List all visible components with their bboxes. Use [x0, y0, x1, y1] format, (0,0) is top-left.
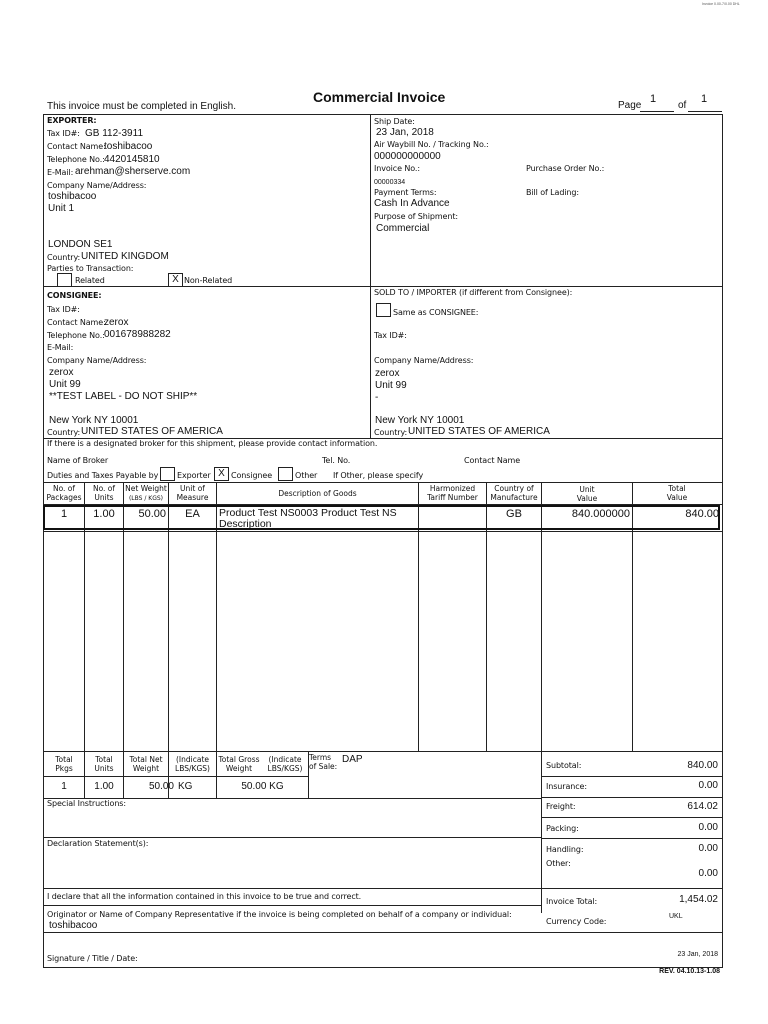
total-net-weight-unit: KG: [178, 781, 193, 792]
purpose-label: Purpose of Shipment:: [374, 212, 458, 221]
freight-label: Freight:: [546, 802, 576, 811]
consignee-contact-label: Contact Name:: [47, 318, 106, 327]
form-reference: Invoice 0.00-7/0.00 DHL: [702, 2, 740, 6]
col-header-tariff: Harmonized Tariff Number: [427, 484, 478, 503]
exporter-phone-value: 4420145810: [104, 154, 160, 165]
currency-code-label: Currency Code:: [546, 917, 607, 926]
exporter-address-line: LONDON SE1: [48, 239, 113, 250]
exporter-address-line: Unit 1: [48, 203, 75, 214]
invoice-no-label: Invoice No.:: [374, 164, 420, 173]
consignee-heading: CONSIGNEE:: [47, 291, 102, 300]
exporter-phone-label: Telephone No.:: [47, 155, 105, 164]
declaration-label: Declaration Statement(s):: [47, 839, 149, 848]
total-net-weight-header: Total Net Weight: [129, 755, 163, 774]
sold-to-country-label: Country:: [374, 428, 408, 437]
consignee-company-label: Company Name/Address:: [47, 356, 147, 365]
duties-consignee-checkbox[interactable]: X: [214, 467, 229, 481]
if-other-label: If Other, please specify: [333, 471, 424, 480]
item-weight: 50.00: [138, 508, 166, 520]
related-label: Related: [75, 276, 105, 285]
special-instructions-label: Special Instructions:: [47, 799, 126, 808]
col-header-description: Description of Goods: [278, 489, 357, 498]
duties-exporter-label: Exporter: [177, 471, 211, 480]
consignee-country-label: Country:: [47, 428, 81, 437]
item-packages: 1: [60, 508, 68, 520]
exporter-tax-label: Tax ID#:: [47, 129, 80, 138]
non-related-label: Non-Related: [184, 276, 233, 285]
consignee-country-value: UNITED STATES OF AMERICA: [81, 426, 223, 437]
signature-date: 23 Jan, 2018: [677, 951, 718, 958]
col-header-packages: No. of Packages: [46, 484, 82, 503]
exporter-contact-label: Contact Name:: [47, 142, 106, 151]
total-net-weight-value: 50.00: [148, 781, 174, 792]
col-header-net-weight: Net Weight (LBS / KGS): [125, 484, 167, 503]
exporter-contact-value: toshibacoo: [104, 141, 153, 152]
waybill-value: 000000000000: [374, 151, 441, 162]
exporter-email-value: arehman@sherserve.com: [75, 166, 191, 177]
duties-exporter-checkbox[interactable]: [160, 467, 175, 481]
page-title: Commercial Invoice: [313, 89, 446, 105]
invoice-no-value: 00000334: [374, 179, 406, 186]
total-gross-weight-header: Total Gross Weight: [218, 755, 260, 774]
col-header-unit-value: Unit Value: [576, 485, 598, 504]
consignee-tax-label: Tax ID#:: [47, 305, 80, 314]
sold-to-company-label: Company Name/Address:: [374, 356, 474, 365]
bill-of-lading-label: Bill of Lading:: [526, 188, 579, 197]
col-header-total-value: Total Value: [666, 484, 688, 503]
duties-consignee-label: Consignee: [231, 471, 273, 480]
non-related-checkbox[interactable]: X: [168, 273, 183, 287]
handling-label: Handling:: [546, 845, 584, 854]
broker-tel-label: Tel. No.: [322, 456, 351, 465]
packing-value: 0.00: [698, 822, 718, 833]
invoice-total-value: 1,454.02: [679, 894, 718, 905]
duties-other-label: Other: [295, 471, 318, 480]
consignee-address-line: **TEST LABEL - DO NOT SHIP**: [49, 391, 198, 402]
same-as-consignee-label: Same as CONSIGNEE:: [393, 308, 479, 317]
purpose-value: Commercial: [376, 223, 430, 234]
item-unit-value: 840.000000: [571, 508, 630, 520]
broker-contact-label: Contact Name: [464, 456, 521, 465]
freight-value: 614.02: [687, 801, 718, 812]
page-label: Page: [618, 100, 642, 111]
originator-value: toshibacoo: [49, 920, 98, 931]
page-total: 1: [701, 93, 708, 105]
exporter-tax-value: GB 112-3911: [85, 128, 144, 139]
exporter-company-label: Company Name/Address:: [47, 181, 147, 190]
consignee-contact-value: zerox: [104, 317, 129, 328]
sold-to-tax-label: Tax ID#:: [374, 331, 407, 340]
other-charge-label: Other:: [546, 859, 571, 868]
sold-to-heading: SOLD TO / IMPORTER (if different from Consignee):: [374, 288, 573, 297]
col-header-country: Country of Manufacture: [490, 484, 538, 503]
insurance-label: Insurance:: [546, 782, 587, 791]
ship-date-label: Ship Date:: [374, 117, 415, 126]
payment-terms-value: Cash In Advance: [374, 198, 450, 209]
page-of-label: of: [678, 100, 687, 111]
subtotal-value: 840.00: [687, 760, 718, 771]
exporter-heading: EXPORTER:: [47, 116, 97, 125]
currency-code-value: UKL: [669, 913, 683, 920]
item-description: Product Test NS0003 Product Test NS Description: [219, 507, 397, 531]
col-header-units: No. of Units: [92, 484, 116, 503]
duties-label: Duties and Taxes Payable by: [47, 471, 159, 480]
item-total-value: 840.00: [685, 508, 719, 520]
handling-value: 0.00: [698, 843, 718, 854]
subtotal-label: Subtotal:: [546, 761, 582, 770]
item-units: 1.00: [93, 508, 115, 520]
packing-label: Packing:: [546, 824, 579, 833]
consignee-address-line: New York NY 10001: [49, 415, 139, 426]
consignee-address-line: zerox: [49, 367, 74, 378]
insurance-value: 0.00: [698, 780, 718, 791]
signature-label: Signature / Title / Date:: [47, 954, 138, 963]
consignee-phone-value: 001678988282: [104, 329, 171, 340]
payment-terms-label: Payment Terms:: [374, 188, 437, 197]
sold-to-address-line: zerox: [375, 368, 400, 379]
total-pkgs-header: Total Pkgs: [55, 755, 73, 774]
exporter-address-line: toshibacoo: [48, 191, 97, 202]
total-pkgs-value: 1: [61, 781, 67, 792]
english-note: This invoice must be completed in English.: [47, 101, 236, 112]
broker-name-label: Name of Broker: [47, 456, 109, 465]
po-label: Purchase Order No.:: [526, 164, 605, 173]
total-gross-weight-value: 50.00 KG: [241, 781, 284, 792]
waybill-label: Air Waybill No. / Tracking No.:: [374, 140, 489, 149]
originator-label: Originator or Name of Company Representative if the invoice is being completed on behalf of a company or individual:: [47, 910, 512, 919]
exporter-email-label: E-Mail:: [47, 168, 74, 177]
same-as-consignee-checkbox[interactable]: [376, 303, 391, 317]
total-gross-indicate: (Indicate LBS/KGS): [267, 755, 303, 774]
consignee-address-line: Unit 99: [49, 379, 81, 390]
page-number: 1: [650, 93, 657, 105]
item-country: GB: [506, 508, 522, 520]
parties-label: Parties to Transaction:: [47, 264, 134, 273]
consignee-phone-label: Telephone No.:: [47, 331, 105, 340]
exporter-country-label: Country:: [47, 253, 81, 262]
sold-to-country-value: UNITED STATES OF AMERICA: [408, 426, 550, 437]
revision-label: REV. 04.10.13-1.08: [659, 968, 720, 975]
col-header-unit-measure: Unit of Measure: [176, 484, 209, 503]
exporter-country-value: UNITED KINGDOM: [81, 251, 169, 262]
sold-to-address-line: -: [375, 392, 379, 403]
terms-of-sale-value: DAP: [342, 754, 363, 765]
sold-to-address-line: New York NY 10001: [375, 415, 465, 426]
item-measure: EA: [185, 508, 200, 520]
ship-date-value: 23 Jan, 2018: [376, 127, 434, 138]
consignee-email-label: E-Mail:: [47, 343, 74, 352]
duties-other-checkbox[interactable]: [278, 467, 293, 481]
invoice-total-label: Invoice Total:: [546, 897, 598, 906]
certification-statement: I declare that all the information contained in this invoice to be true and correct.: [47, 892, 362, 901]
total-net-indicate: (Indicate LBS/KGS): [175, 755, 210, 774]
terms-of-sale-header: Terms of Sale:: [309, 753, 338, 772]
sold-to-address-line: Unit 99: [375, 380, 407, 391]
total-units-header: Total Units: [94, 755, 114, 774]
related-checkbox[interactable]: [57, 273, 72, 287]
broker-note: If there is a designated broker for this shipment, please provide contact information.: [47, 439, 378, 448]
total-units-value: 1.00: [94, 781, 114, 792]
other-charge-value: 0.00: [698, 868, 718, 879]
